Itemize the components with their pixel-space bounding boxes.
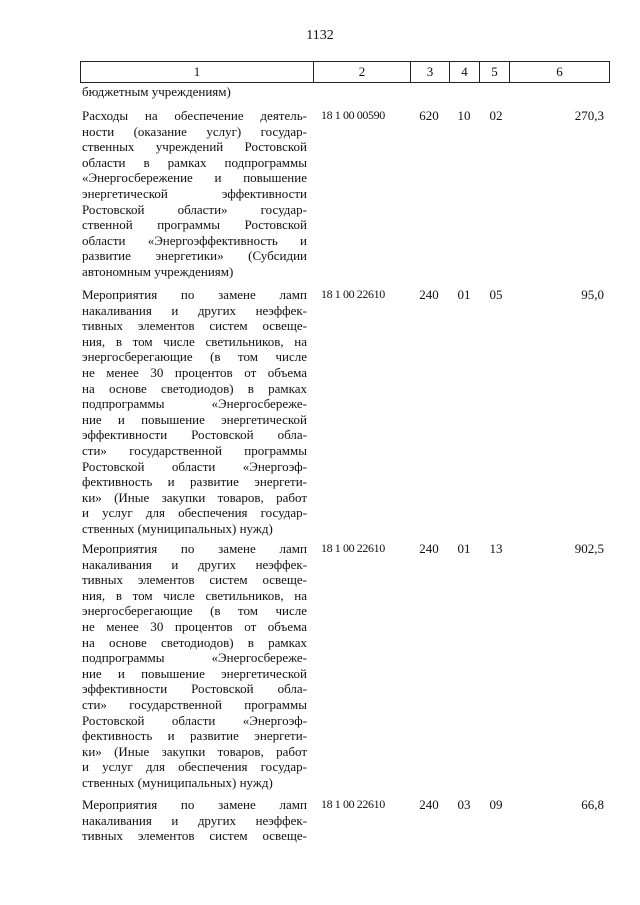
description-line: фективность и развитие энергети- [82, 474, 307, 490]
description-line: ственных учреждений Ростовской [82, 139, 307, 155]
expense-type-code: 240 [419, 287, 439, 302]
classification-code: 18 1 00 22610 [321, 287, 385, 301]
classification-code: 18 1 00 00590 [321, 108, 385, 122]
description-line: Ростовской области «Энергоэф- [82, 712, 307, 728]
description-line: «Энергосбережение и повышение [82, 170, 307, 186]
row-description [82, 797, 307, 844]
row-description [82, 287, 307, 537]
continuation-text: бюджетным учреждениям) [82, 84, 231, 99]
description-line: области «Энергоэффективность и [82, 232, 307, 248]
row-description [82, 541, 307, 791]
description-line: тивных элементов систем освеще- [82, 318, 307, 334]
classification-code: 18 1 00 22610 [321, 541, 385, 555]
description-line: автономным учреждениям) [82, 263, 234, 279]
section-code: 03 [457, 797, 471, 812]
section-code: 10 [457, 108, 471, 123]
section-code: 01 [457, 541, 471, 556]
description-line: ки» (Иные закупки товаров, работ [82, 743, 307, 759]
description-line: на основе светодиодов) в рамках [82, 634, 307, 650]
subsection-code: 09 [489, 797, 503, 812]
description-line: области в рамках подпрограммы [82, 154, 307, 170]
amount-value: 270,3 [574, 108, 604, 123]
expense-type-code: 240 [419, 797, 439, 812]
description-line: сти» государственной программы [82, 442, 307, 458]
description-line: накаливания и других неэффек- [82, 302, 307, 318]
section-code: 01 [457, 287, 471, 302]
description-line: Ростовской области «Энергоэф- [82, 458, 307, 474]
header-col-2: 2 [314, 62, 411, 83]
header-col-3: 3 [411, 62, 450, 83]
page-number: 1132 [306, 28, 334, 43]
description-line: и услуг для обеспечения государ- [82, 759, 307, 775]
description-line: Расходы на обеспечение деятель- [82, 108, 307, 123]
description-line: и услуг для обеспечения государ- [82, 505, 307, 521]
header-col-6: 6 [510, 62, 610, 83]
description-line: ности (оказание услуг) государ- [82, 123, 307, 139]
description-line: Мероприятия по замене ламп [82, 541, 307, 556]
subsection-code: 05 [489, 287, 503, 302]
description-line: энергетической эффективности [82, 185, 307, 201]
amount-value: 95,0 [581, 287, 604, 302]
description-line: эффективности Ростовской обла- [82, 681, 307, 697]
expense-type-code: 620 [419, 108, 439, 123]
description-line: развитие энергетики» (Субсидии [82, 248, 307, 264]
description-line: Ростовской области» государ- [82, 201, 307, 217]
description-line: ние и повышение энергетической [82, 665, 307, 681]
column-header-table [80, 61, 610, 83]
description-line: сти» государственной программы [82, 696, 307, 712]
description-line: ния, в том числе светильников, на [82, 587, 307, 603]
amount-value: 902,5 [574, 541, 604, 556]
subsection-code: 02 [489, 108, 503, 123]
description-line: ственной программы Ростовской [82, 217, 307, 233]
subsection-code: 13 [489, 541, 503, 556]
expense-type-code: 240 [419, 541, 439, 556]
description-line: не менее 30 процентов от объема [82, 364, 307, 380]
description-line: не менее 30 процентов от объема [82, 618, 307, 634]
description-line: энергосберегающие (в том числе [82, 603, 307, 619]
description-line: подпрограммы «Энергосбереже- [82, 650, 307, 666]
description-line: ния, в том числе светильников, на [82, 333, 307, 349]
row-description [82, 108, 307, 280]
description-line: эффективности Ростовской обла- [82, 427, 307, 443]
description-line: подпрограммы «Энергосбереже- [82, 396, 307, 412]
description-line: накаливания и других неэффек- [82, 812, 307, 828]
description-line: Мероприятия по замене ламп [82, 797, 307, 812]
description-line: тивных элементов систем освеще- [82, 828, 307, 844]
description-line: ки» (Иные закупки товаров, работ [82, 489, 307, 505]
amount-value: 66,8 [581, 797, 604, 812]
description-line: Мероприятия по замене ламп [82, 287, 307, 302]
description-line: ственных (муниципальных) нужд) [82, 520, 273, 536]
description-line: фективность и развитие энергети- [82, 728, 307, 744]
header-col-1: 1 [81, 62, 314, 83]
header-col-4: 4 [450, 62, 480, 83]
description-line: тивных элементов систем освеще- [82, 572, 307, 588]
description-line: ственных (муниципальных) нужд) [82, 774, 273, 790]
description-line: накаливания и других неэффек- [82, 556, 307, 572]
description-line: на основе светодиодов) в рамках [82, 380, 307, 396]
description-line: энергосберегающие (в том числе [82, 349, 307, 365]
description-line: ние и повышение энергетической [82, 411, 307, 427]
header-col-5: 5 [480, 62, 510, 83]
classification-code: 18 1 00 22610 [321, 797, 385, 811]
